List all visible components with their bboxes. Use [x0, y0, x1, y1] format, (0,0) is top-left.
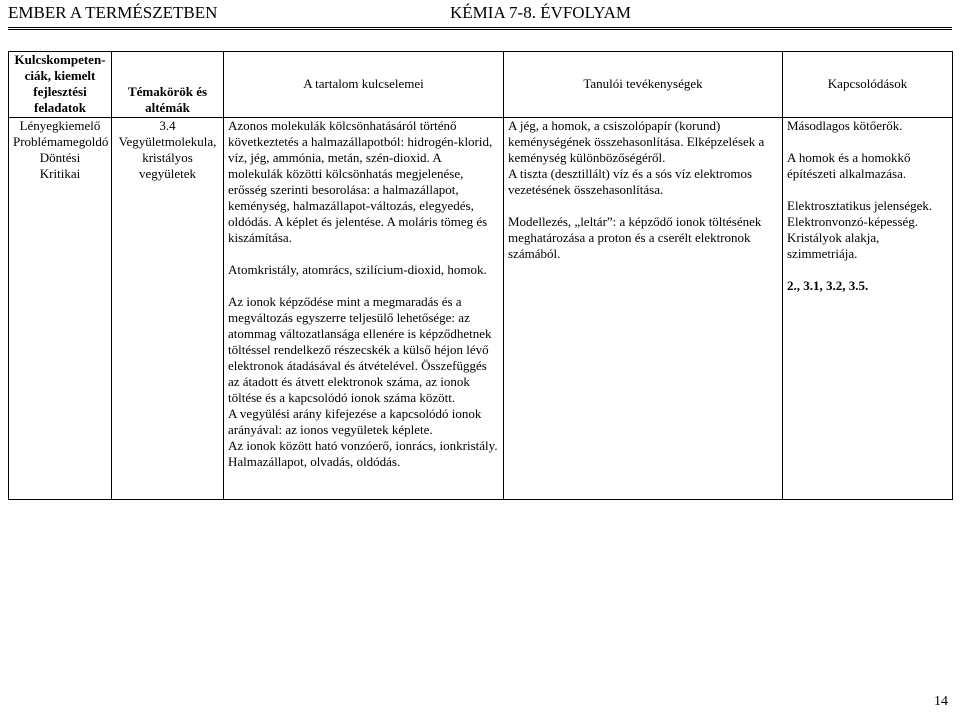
cell-content: [224, 118, 504, 500]
header-topics: Témakörök és altémák: [112, 52, 224, 118]
content-paragraph: Azonos molekulák kölcsönhatásáról történő következtetés a halmazállapotból: hidrogén-klorid, víz, jég, ammónia, metán, szén-dioxid. A molekulák közötti kölcsönhatás megjelenése, erősség szerinti besorolása: a halmazállapot, keménység, halmazállapot-változás, elegyedés, oldódás. A képlet és jelentése. A moláris tömeg és kiszámítása.: [228, 118, 493, 245]
header-rule-top: [8, 27, 952, 28]
competency-item: Döntési: [39, 150, 81, 165]
activity-paragraph: A jég, a homok, a csiszolópapír (korund) keménységének összehasonlítása. Elképzelések a keménység különbözőségéről.: [508, 118, 765, 165]
activity-paragraph: A tiszta (desztillált) víz és a sós víz elektromos vezetésének összehasonlítása.: [508, 166, 753, 197]
header-activities: Tanulói tevékenységek: [504, 52, 783, 118]
activity-paragraph: Modellezés, „leltár”: a képződő ionok töltésének meghatározása a proton és a cserélt elektronok számából.: [508, 214, 762, 261]
curriculum-table: [8, 51, 953, 500]
header-subject-title: EMBER A TERMÉSZETBEN: [8, 3, 218, 22]
header-connections: Kapcsolódások: [783, 52, 953, 118]
content-paragraph: Atomkristály, atomrács, szilícium-dioxid, homok.: [228, 262, 487, 277]
content-paragraph: Az ionok képződése mint a megmaradás és a megváltozás egyszerre teljesülő lehetősége: az atommag változatlansága ellenére is képződhetnek töltéssel rendelkező részecskék a külső héjon lévő elektronok átadásával és átvételével. Összefüggés az átadott és átvett elektronok száma, az ionok töltése és a kapcsolódó ionok száma között.: [228, 294, 492, 405]
content-paragraph: A vegyülési arány kifejezése a kapcsolódó ionok arányával: az ionos vegyületek képlete.: [228, 406, 482, 437]
cell-connections: [783, 118, 953, 500]
cell-activities: [504, 118, 783, 500]
competency-item: Problémamegoldó: [13, 134, 109, 149]
header-content: A tartalom kulcselemei: [224, 52, 504, 118]
connection-paragraph: A homok és a homokkő építészeti alkalmazása.: [787, 150, 911, 181]
header-rule-bottom: [8, 29, 952, 30]
table-header-row: [9, 52, 953, 118]
connection-paragraph: Másodlagos kötőerők.: [787, 118, 903, 133]
connection-reference-list: 2., 3.1, 3.2, 3.5.: [787, 278, 869, 293]
cell-competencies: [9, 118, 112, 500]
page-header: [8, 0, 952, 26]
content-paragraph: Az ionok között ható vonzóerő, ionrács, ionkristály. Halmazállapot, olvadás, oldódás.: [228, 438, 498, 469]
competency-item: Kritikai: [39, 166, 81, 181]
header-competencies: Kulcskompeten-ciák, kiemelt fejlesztési feladatok: [9, 52, 112, 118]
connection-paragraph: Elektrosztatikus jelenségek. Elektronvonzó-képesség. Kristályok alakja, szimmetriája.: [787, 198, 933, 261]
cell-topic: 3.4 Vegyületmolekula, kristályos vegyületek: [112, 118, 224, 500]
table-row: [9, 118, 953, 500]
header-grade-title: KÉMIA 7-8. ÉVFOLYAM: [450, 3, 632, 22]
competency-item: Lényegkiemelő: [19, 118, 101, 133]
page-number: 14: [934, 694, 948, 709]
